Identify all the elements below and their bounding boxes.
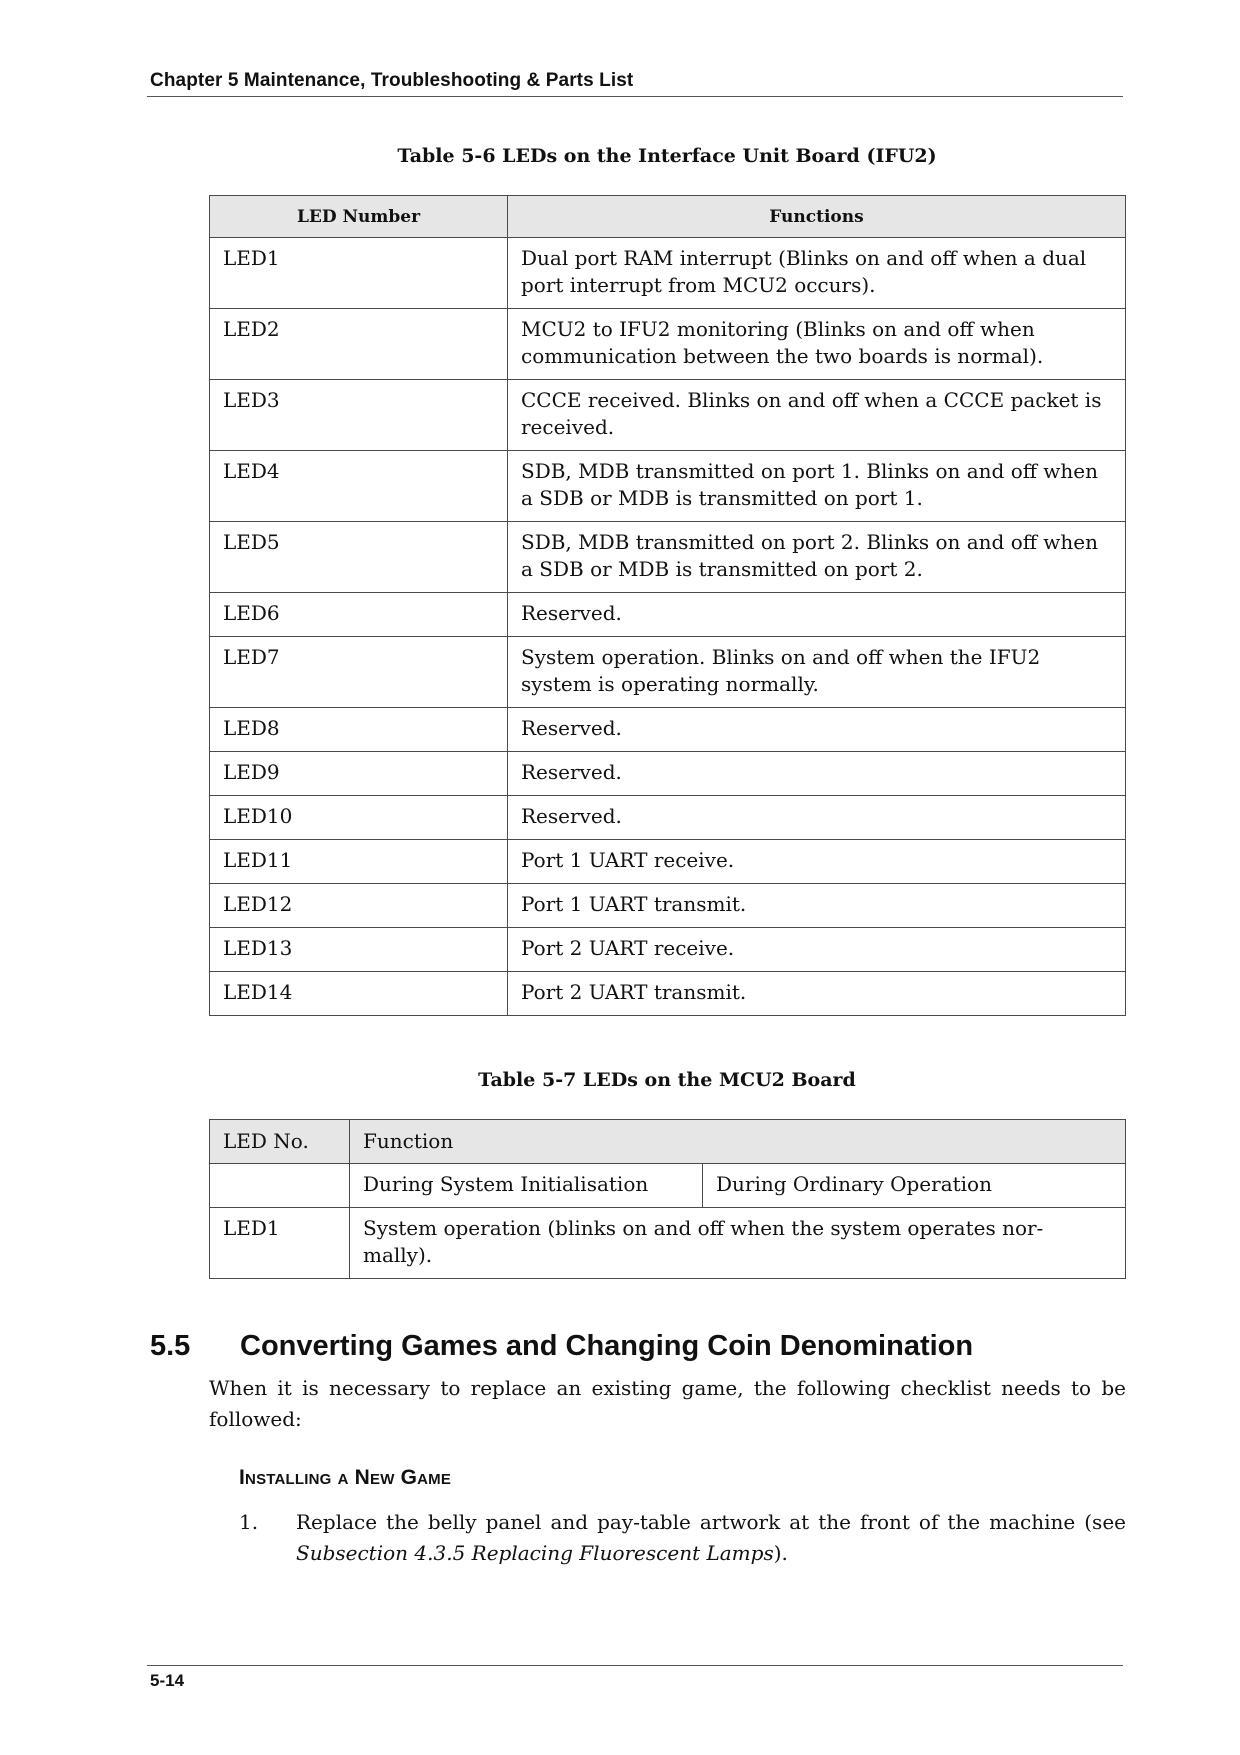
subheader-ordinary-operation: During Ordinary Operation (703, 1164, 1126, 1208)
table-row (210, 593, 1126, 637)
led-cell: LED7 (210, 637, 508, 708)
function-cell: SDB, MDB transmitted on port 1. Blinks on and off when a SDB or MDB is transmitted on port 1. (508, 451, 1126, 522)
led-cell: LED2 (210, 309, 508, 380)
function-cell: Dual port RAM interrupt (Blinks on and off when a dual port interrupt from MCU2 occurs). (508, 238, 1126, 309)
led-cell: LED3 (210, 380, 508, 451)
table-row (210, 708, 1126, 752)
table-row (210, 451, 1126, 522)
checklist (239, 1507, 1126, 1569)
header-rule (147, 96, 1123, 97)
section-intro-paragraph: When it is necessary to replace an existing game, the following checklist needs to be followed: (209, 1376, 1126, 1431)
function-cell: System operation (blinks on and off when the system operates nor-mally). (350, 1208, 1126, 1279)
function-cell: Port 1 UART receive. (508, 840, 1126, 884)
column-header-function: Function (350, 1120, 1126, 1164)
table-row (210, 380, 1126, 451)
table-row (210, 884, 1126, 928)
function-cell: CCCE received. Blinks on and off when a CCCE packet is received. (508, 380, 1126, 451)
function-cell: Reserved. (508, 796, 1126, 840)
table-row (210, 522, 1126, 593)
page-number: 5-14 (150, 1671, 185, 1690)
led-cell: LED4 (210, 451, 508, 522)
running-header: Chapter 5 Maintenance, Troubleshooting & Parts List (150, 70, 634, 91)
function-cell: Port 1 UART transmit. (508, 884, 1126, 928)
column-header-led-no: LED No. (210, 1120, 350, 1164)
led-cell: LED5 (210, 522, 508, 593)
subheader-system-initialisation: During System Initialisation (350, 1164, 703, 1208)
led-cell: LED11 (210, 840, 508, 884)
led-cell: LED9 (210, 752, 508, 796)
section-number: 5.5 (150, 1330, 191, 1362)
function-cell: Reserved. (508, 708, 1126, 752)
function-cell: System operation. Blinks on and off when the IFU2 system is operating normally. (508, 637, 1126, 708)
table-header-row (210, 196, 1126, 238)
footer-rule (147, 1665, 1123, 1666)
list-item-text (296, 1507, 1126, 1569)
led-cell: LED1 (210, 1208, 350, 1279)
function-cell: Port 2 UART transmit. (508, 972, 1126, 1016)
list-item-number: 1. (239, 1510, 259, 1534)
table-row (210, 752, 1126, 796)
led-cell: LED13 (210, 928, 508, 972)
table-5-6-ifu2-leds (209, 195, 1126, 1016)
subheading-installing-new-game: Installing a New Game (239, 1466, 452, 1489)
table-row (210, 1208, 1126, 1279)
function-cell: Reserved. (508, 752, 1126, 796)
led-cell: LED1 (210, 238, 508, 309)
led-cell: LED14 (210, 972, 508, 1016)
subheader-empty-cell (210, 1164, 350, 1208)
cross-reference-link: Subsection 4.3.5 Replacing Fluorescent Lamps (296, 1541, 774, 1565)
table-row (210, 238, 1126, 309)
led-cell: LED12 (210, 884, 508, 928)
section-heading (150, 1330, 973, 1363)
table-5-7-caption: Table 5-7 LEDs on the MCU2 Board (478, 1069, 856, 1091)
column-header-functions: Functions (508, 196, 1126, 238)
function-cell: Port 2 UART receive. (508, 928, 1126, 972)
column-header-led-number: LED Number (210, 196, 508, 238)
table-5-6-caption: Table 5-6 LEDs on the Interface Unit Board (IFU2) (397, 145, 937, 167)
function-cell: SDB, MDB transmitted on port 2. Blinks on and off when a SDB or MDB is transmitted on port 2. (508, 522, 1126, 593)
led-cell: LED8 (210, 708, 508, 752)
table-row (210, 840, 1126, 884)
list-item (239, 1507, 1126, 1569)
led-cell: LED10 (210, 796, 508, 840)
table-row (210, 796, 1126, 840)
table-header-row (210, 1120, 1126, 1164)
step-text: Replace the belly panel and pay-table artwork at the front of the machine (see (296, 1510, 1126, 1534)
step-text-end: ). (773, 1541, 788, 1565)
table-row (210, 972, 1126, 1016)
function-cell: Reserved. (508, 593, 1126, 637)
table-row (210, 637, 1126, 708)
led-cell: LED6 (210, 593, 508, 637)
section-title: Converting Games and Changing Coin Denomination (240, 1330, 974, 1362)
table-row (210, 309, 1126, 380)
table-5-7-mcu2-leds (209, 1119, 1126, 1279)
table-subheader-row (210, 1164, 1126, 1208)
table-row (210, 928, 1126, 972)
function-cell: MCU2 to IFU2 monitoring (Blinks on and off when communication between the two boards is normal). (508, 309, 1126, 380)
